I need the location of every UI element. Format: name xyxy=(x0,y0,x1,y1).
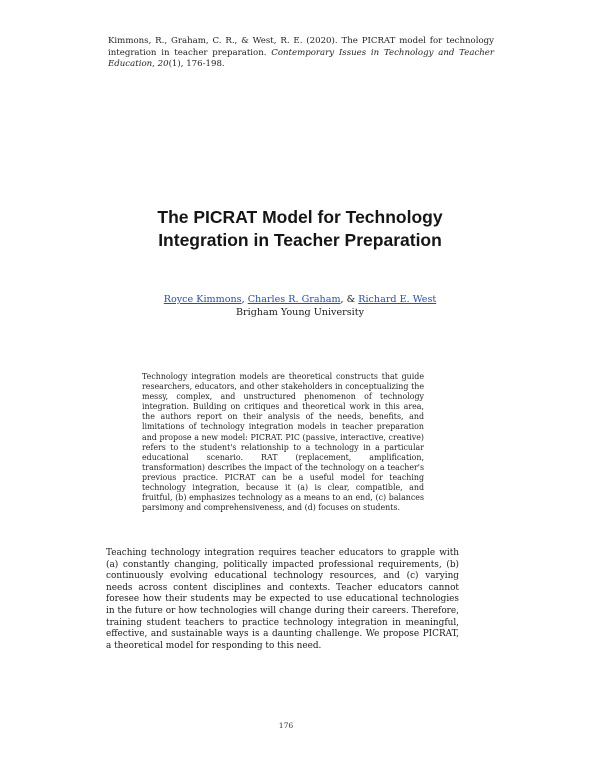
paper-title xyxy=(60,206,540,252)
citation-text: Kimmons, R., Graham, C. R., & West, R. E. (2020). The PICRAT model for technology integration in teacher preparation. xyxy=(108,36,494,58)
author-affiliation: Brigham Young University xyxy=(236,306,364,318)
intro-paragraph: Teaching technology integration requires teacher educators to grapple with (a) constantly changing, politically impacted professional requirements, (b) continuously evolving educational technology resources, and (c) varying needs across content disciplines and contexts. Teacher educators cannot foresee how their students may be expected to use educational technologies in the future or how technologies will change during their careers. Therefore, training student teachers to practice technology integration in meaningful, effective, and sustainable ways is a daunting challenge. We propose PICRAT, a theoretical model for responding to this need. xyxy=(106,548,459,651)
author-link-west[interactable]: Richard E. West xyxy=(358,294,437,305)
author-block xyxy=(60,294,540,319)
citation-issue-pages: (1), 176-198. xyxy=(168,59,225,69)
author-link-graham[interactable]: Charles R. Graham xyxy=(247,294,341,305)
citation-header xyxy=(108,36,494,71)
title-line-2: Integration in Teacher Preparation xyxy=(158,230,442,250)
author-separator: , & xyxy=(340,294,359,305)
author-separator: , xyxy=(241,294,248,305)
title-line-1: The PICRAT Model for Technology xyxy=(157,207,443,227)
page-number: 176 xyxy=(278,721,294,730)
citation-journal: Contemporary Issues in Technology and Teacher Education, 20 xyxy=(108,47,494,69)
author-link-kimmons[interactable]: Royce Kimmons xyxy=(163,294,242,305)
abstract: Technology integration models are theoretical constructs that guide researchers, educators, and other stakeholders in conceptualizing the messy, complex, and unstructured phenomenon of technology integration. Building on critiques and theoretical work in this area, the authors report on their analysis of the needs, benefits, and limitations of technology integration models in teacher preparation and propose a new model: PICRAT. PIC (passive, interactive, creative) refers to the student's relationship to a technology in a particular educational scenario. RAT (replacement, amplification, transformation) describes the impact of the technology on a teacher's previous practice. PICRAT can be a useful model for teaching technology integration, because it (a) is clear, compatible, and fruitful, (b) emphasizes technology as a means to an end, (c) balances parsimony and comprehensiveness, and (d) focuses on students. xyxy=(142,372,424,513)
